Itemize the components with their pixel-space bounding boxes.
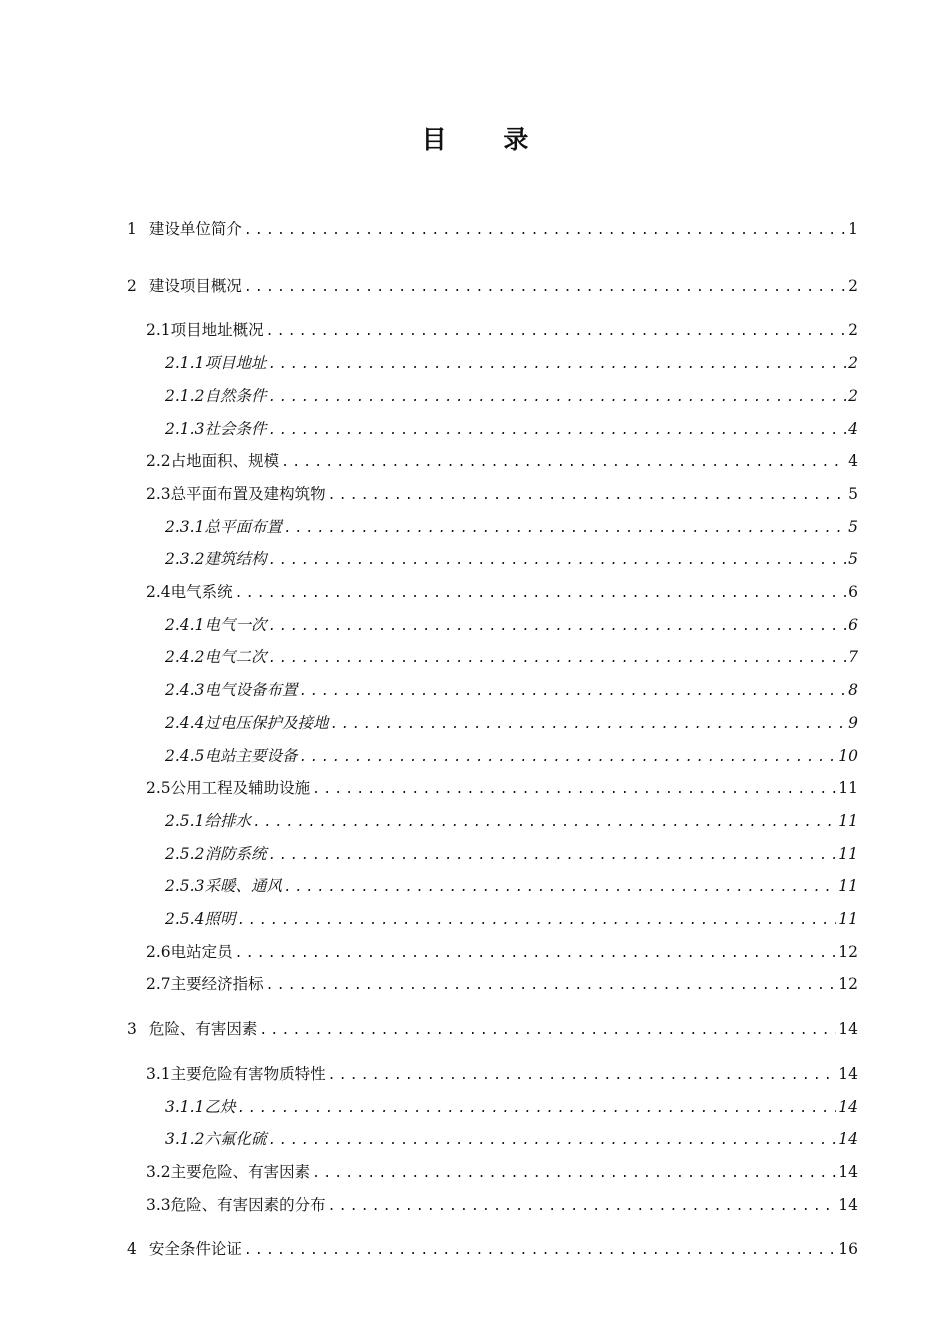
toc-entry[interactable] — [165, 1128, 858, 1150]
toc-entry-number: 2.1.1 — [165, 354, 205, 373]
toc-dot-leader — [328, 1065, 837, 1087]
toc-title: 目 录 — [421, 125, 553, 154]
toc-entry-title: 危险、有害因素的分布 — [170, 1195, 326, 1214]
toc-dot-leader — [244, 220, 846, 242]
toc-entry-number: 3.2 — [146, 1162, 171, 1181]
toc-entry[interactable] — [127, 1238, 858, 1260]
toc-entry-title: 主要经济指标 — [170, 975, 264, 994]
toc-entry-page: 7 — [848, 648, 858, 667]
toc-entry-page: 14 — [838, 1162, 858, 1181]
toc-entry[interactable] — [127, 218, 858, 240]
toc-dot-leader — [284, 518, 846, 540]
toc-dot-leader — [328, 485, 846, 507]
toc-dot-leader — [330, 714, 846, 736]
toc-entry[interactable] — [146, 483, 858, 505]
toc-entry-page: 8 — [848, 681, 858, 700]
toc-entry-page: 2 — [848, 276, 858, 295]
toc-entry-number: 2.3.2 — [165, 550, 205, 569]
toc-entry-page: 16 — [838, 1240, 858, 1259]
toc-entry-number: 2.5.4 — [165, 910, 205, 928]
toc-entry-number: 2.4.3 — [165, 681, 205, 700]
toc-entry-title: 六氟化硫 — [204, 1130, 267, 1149]
toc-dot-leader — [268, 354, 846, 376]
toc-entry-title: 安全条件论证 — [148, 1240, 242, 1259]
toc-dot-leader — [268, 1130, 836, 1152]
toc-entry-page: 14 — [838, 1064, 858, 1083]
toc-entry[interactable] — [165, 843, 858, 865]
toc-entry[interactable] — [146, 450, 858, 472]
toc-entry[interactable] — [165, 745, 858, 767]
toc-entry-number: 2.5.1 — [165, 811, 205, 830]
toc-entry[interactable] — [146, 1063, 858, 1085]
toc-entry-page: 11 — [838, 844, 858, 863]
toc-entry-number: 2 — [127, 276, 137, 295]
toc-dot-leader — [299, 747, 836, 769]
toc-dot-leader — [237, 910, 836, 932]
toc-entry-title: 建设单位简介 — [148, 220, 242, 238]
toc-entry-number: 3.1.1 — [165, 1097, 205, 1116]
toc-entry-page: 10 — [838, 746, 858, 765]
toc-entry[interactable] — [165, 385, 858, 407]
toc-dot-leader — [268, 420, 846, 442]
toc-entry[interactable] — [165, 679, 858, 701]
toc-entry-number: 3 — [127, 1020, 137, 1039]
toc-entry-title: 电气系统 — [170, 583, 233, 601]
toc-entry-number: 2.4.2 — [165, 648, 205, 667]
toc-dot-leader — [259, 1020, 836, 1042]
toc-entry-number: 2.3 — [146, 484, 171, 503]
toc-dot-leader — [235, 943, 837, 965]
toc-entry-number: 1 — [127, 220, 137, 238]
toc-entry-number: 2.7 — [146, 975, 171, 994]
toc-entry-title: 电气设备布置 — [204, 681, 298, 700]
toc-entry-title: 项目地址 — [204, 354, 267, 373]
toc-entry[interactable] — [146, 777, 858, 799]
toc-entry[interactable] — [146, 1161, 858, 1183]
toc-dot-leader — [244, 1240, 836, 1262]
toc-entry-title: 危险、有害因素 — [148, 1020, 258, 1039]
toc-entry-title: 自然条件 — [204, 386, 267, 405]
toc-entry[interactable] — [165, 1096, 858, 1118]
toc-dot-leader — [312, 779, 836, 801]
toc-entry-title: 占地面积、规模 — [170, 452, 280, 471]
toc-entry-title: 电气一次 — [204, 615, 267, 634]
toc-entry-page: 11 — [838, 910, 858, 928]
toc-entry-number: 2.5.2 — [165, 844, 205, 863]
toc-entry-page: 11 — [838, 811, 858, 830]
toc-entry-page: 14 — [838, 1130, 858, 1149]
toc-entry-page: 4 — [848, 419, 858, 438]
toc-dot-leader — [253, 812, 836, 834]
toc-dot-leader — [281, 452, 846, 474]
toc-dot-leader — [312, 1163, 836, 1185]
toc-entry-page: 12 — [838, 942, 858, 961]
toc-entry-page: 5 — [848, 517, 858, 536]
toc-entry-page: 14 — [838, 1020, 858, 1039]
toc-entry[interactable] — [165, 418, 858, 440]
toc-entry-number: 4 — [127, 1240, 137, 1259]
toc-dot-leader — [268, 845, 836, 867]
toc-entry-page: 9 — [848, 713, 858, 732]
toc-entry-title: 总平面布置 — [204, 517, 282, 536]
toc-entry-title: 消防系统 — [204, 844, 267, 863]
toc-entry[interactable] — [146, 941, 858, 963]
toc-entry-number: 3.3 — [146, 1195, 171, 1214]
toc-dot-leader — [237, 1098, 836, 1120]
toc-dot-leader — [284, 877, 836, 899]
toc-entry-page: 12 — [838, 975, 858, 994]
toc-entry-number: 2.4.1 — [165, 615, 205, 634]
toc-entry-title: 建设项目概况 — [148, 276, 242, 295]
toc-entry[interactable] — [165, 352, 858, 374]
toc-entry[interactable] — [146, 1194, 858, 1216]
toc-entry-title: 建筑结构 — [204, 550, 267, 569]
toc-entry[interactable] — [127, 275, 858, 297]
toc-entry-title: 项目地址概况 — [170, 321, 264, 340]
toc-entry-number: 2.6 — [146, 942, 171, 961]
toc-dot-leader — [268, 387, 846, 409]
toc-entry-page: 6 — [848, 615, 858, 634]
toc-entry[interactable] — [165, 908, 858, 930]
toc-entry[interactable] — [165, 646, 858, 668]
toc-entry[interactable] — [146, 973, 858, 995]
toc-entry-number: 2.1.3 — [165, 419, 205, 438]
toc-entry-title: 总平面布置及建构筑物 — [170, 484, 326, 503]
toc-dot-leader — [244, 277, 846, 299]
toc-dot-leader — [266, 975, 837, 997]
toc-entry[interactable] — [165, 810, 858, 832]
toc-entry-page: 14 — [838, 1195, 858, 1214]
toc-entry-page: 4 — [848, 452, 858, 471]
toc-entry-title: 电站定员 — [170, 942, 233, 961]
toc-dot-leader — [268, 550, 846, 572]
toc-entry[interactable] — [165, 516, 858, 538]
toc-entry-title: 照明 — [204, 910, 236, 928]
toc-entry[interactable] — [146, 581, 858, 603]
toc-entry-number: 2.4.4 — [165, 713, 205, 732]
toc-entry[interactable] — [165, 548, 858, 570]
toc-dot-leader — [328, 1196, 837, 1218]
toc-entry-page: 5 — [848, 550, 858, 569]
toc-dot-leader — [235, 583, 846, 605]
toc-entry-title: 采暖、通风 — [204, 877, 282, 896]
toc-entry-title: 给排水 — [204, 811, 251, 830]
toc-dot-leader — [268, 616, 846, 638]
toc-entry-title: 电气二次 — [204, 648, 267, 667]
toc-entry-title: 过电压保护及接地 — [204, 713, 329, 732]
toc-entry[interactable] — [146, 319, 858, 341]
toc-entry-number: 2.4 — [146, 583, 171, 601]
toc-entry-title: 主要危险、有害因素 — [170, 1162, 311, 1181]
toc-entry-title: 电站主要设备 — [204, 746, 298, 765]
toc-entry-page: 11 — [838, 877, 858, 896]
toc-entry-page: 5 — [848, 484, 858, 503]
toc-entry-page: 2 — [848, 354, 858, 373]
toc-entry-page: 11 — [838, 779, 858, 798]
toc-entry-page: 1 — [848, 220, 858, 238]
toc-entry-page: 2 — [848, 386, 858, 405]
toc-entry-number: 2.1 — [146, 321, 171, 340]
toc-entry-title: 社会条件 — [204, 419, 267, 438]
toc-dot-leader — [266, 321, 846, 343]
toc-dot-leader — [268, 648, 846, 670]
toc-entry-title: 乙炔 — [204, 1097, 236, 1116]
toc-entry-number: 2.1.2 — [165, 386, 205, 405]
toc-entry-page: 14 — [838, 1097, 858, 1116]
toc-entry[interactable] — [165, 712, 858, 734]
toc-dot-leader — [299, 681, 846, 703]
toc-entry-number: 2.2 — [146, 452, 171, 471]
toc-entry-number: 2.3.1 — [165, 517, 205, 536]
toc-entry-number: 3.1 — [146, 1064, 171, 1083]
toc-entry-number: 2.5.3 — [165, 877, 205, 896]
toc-entry-title: 公用工程及辅助设施 — [170, 779, 311, 798]
toc-entry-number: 2.5 — [146, 779, 171, 798]
toc-entry-page: 2 — [848, 321, 858, 340]
toc-entry[interactable] — [165, 875, 858, 897]
toc-entry-number: 2.4.5 — [165, 746, 205, 765]
toc-entry-title: 主要危险有害物质特性 — [170, 1064, 326, 1083]
toc-entry[interactable] — [127, 1018, 858, 1040]
toc-entry[interactable] — [165, 614, 858, 636]
toc-entry-page: 6 — [848, 583, 858, 601]
toc-entry-number: 3.1.2 — [165, 1130, 205, 1149]
